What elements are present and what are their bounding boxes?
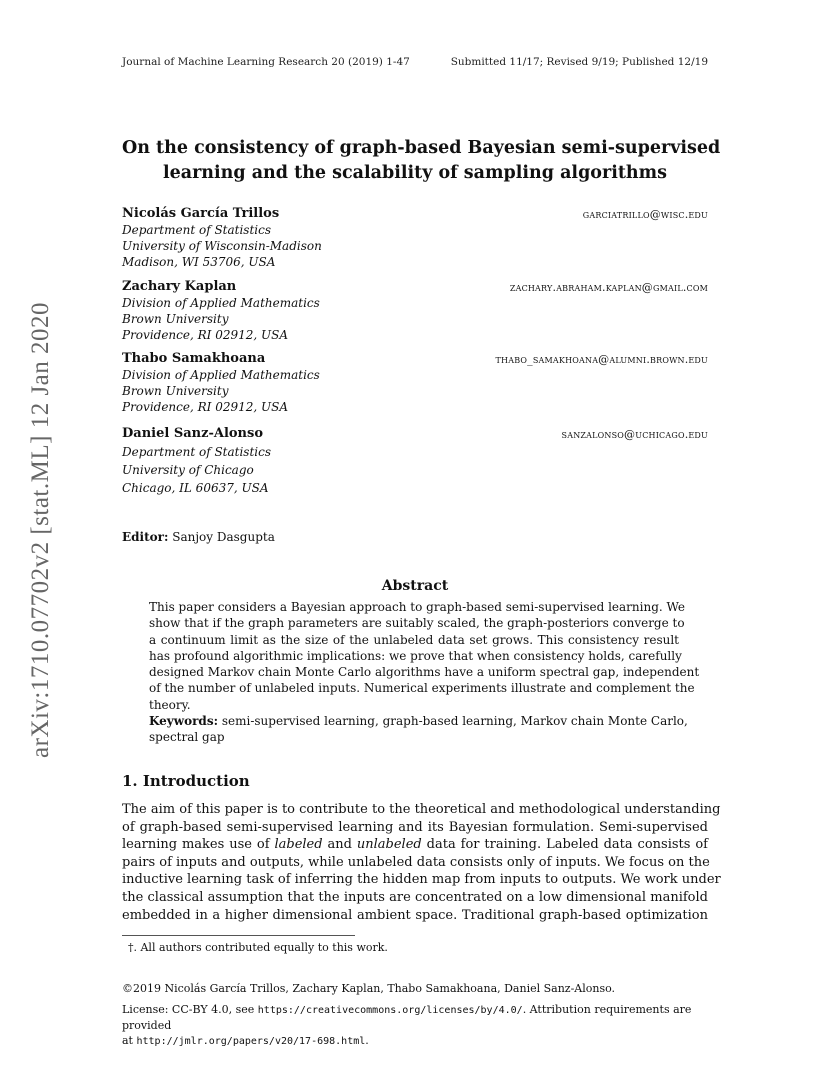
abstract-line: theory. [149, 697, 191, 712]
paper-link[interactable]: http://jmlr.org/papers/v20/17-698.html [136, 1036, 366, 1047]
author-block [122, 351, 708, 415]
author-affiliation-line: Providence, RI 02912, USA [122, 328, 289, 342]
editor-label: Editor: [122, 530, 169, 544]
title-line: learning and the scalability of sampling algorithms [162, 163, 668, 183]
abstract-line: a continuum limit as the size of the unlabeled data set grows. This consistency result [149, 632, 679, 647]
abstract-line: This paper considers a Bayesian approach to graph-based semi-supervised learning. We [149, 600, 685, 614]
journal-header: Journal of Machine Learning Research 20 (2019) 1-47 [122, 56, 410, 68]
submission-dates: Submitted 11/17; Revised 9/19; Published 12/19 [450, 56, 708, 68]
abstract-heading: Abstract [381, 578, 449, 594]
author-affiliation-line: Department of Statistics [122, 223, 271, 237]
emphasis-unlabeled: unlabeled [356, 837, 422, 853]
license-end: . [365, 1034, 369, 1047]
author-block [122, 279, 708, 343]
author-affiliation-line: University of Chicago [122, 463, 254, 477]
license-prefix: License: CC-BY 4.0, see [122, 1003, 258, 1016]
license-link[interactable]: https://creativecommons.org/licenses/by/4.0/ [257, 1005, 523, 1016]
body-line [122, 836, 708, 854]
body-line: embedded in a higher dimensional ambient space. Traditional graph-based optimization [122, 907, 708, 923]
author-affiliation-line: Chicago, IL 60637, USA [122, 481, 269, 495]
author-email[interactable]: thabo_samakhoana@alumni.brown.edu [495, 353, 708, 366]
text-run: data for training. Labeled data consists of [421, 837, 708, 853]
author-affiliation-line: Department of Statistics [122, 445, 271, 459]
title-line: On the consistency of graph-based Bayesian semi-supervised [122, 138, 721, 158]
author-email[interactable]: zachary.abraham.kaplan@gmail.com [509, 281, 708, 294]
editor-name: Sanjoy Dasgupta [172, 530, 275, 544]
keywords-label: Keywords: [149, 714, 219, 729]
author-affiliation-line: Division of Applied Mathematics [122, 368, 320, 382]
author-affiliation-line: University of Wisconsin-Madison [122, 239, 322, 253]
body-line: The aim of this paper is to contribute to the theoretical and methodological understanding [122, 802, 721, 817]
editor-line [122, 530, 275, 544]
section-heading: 1. Introduction [122, 772, 250, 790]
abstract-line: show that if the graph parameters are suitably scaled, the graph-posteriors converge to [149, 616, 685, 631]
text-run: and [322, 837, 357, 853]
author-block [122, 426, 708, 496]
body-line: the classical assumption that the inputs are concentrated on a low dimensional manifold [122, 889, 708, 905]
author-affiliation-line: Brown University [122, 384, 229, 398]
author-affiliation-line: Brown University [122, 312, 229, 326]
body-line: pairs of inputs and outputs, while unlabeled data consists only of inputs. We focus on the [122, 854, 710, 870]
abstract-line: of the number of unlabeled inputs. Numerical experiments illustrate and complement the [149, 681, 695, 696]
author-name: Daniel Sanz-Alonso [122, 426, 264, 441]
author-email[interactable]: sanzalonso@uchicago.edu [561, 428, 708, 441]
emphasis-labeled: labeled [274, 837, 323, 853]
author-affiliation-line: Providence, RI 02912, USA [122, 400, 289, 414]
keywords-line [149, 713, 688, 729]
abstract-body [149, 599, 700, 746]
keywords-line: spectral gap [149, 730, 225, 745]
author-block [122, 206, 708, 270]
author-name: Zachary Kaplan [122, 279, 237, 294]
author-name: Nicolás García Trillos [122, 206, 280, 221]
text-run: learning makes use of [122, 837, 275, 853]
author-affiliation-line: Division of Applied Mathematics [122, 296, 320, 310]
body-line: of graph-based semi-supervised learning and its Bayesian formulation. Semi-supervised [122, 819, 708, 835]
copyright-line: ©2019 Nicolás García Trillos, Zachary Kaplan, Thabo Samakhoana, Daniel Sanz-Alonso. [122, 982, 616, 995]
paper-title [122, 136, 721, 186]
keywords-text: semi-supervised learning, graph-based learning, Markov chain Monte Carlo, [221, 714, 688, 729]
author-affiliation-line: Madison, WI 53706, USA [122, 255, 276, 269]
footnote-rule [122, 935, 355, 936]
abstract-line: designed Markov chain Monte Carlo algorithms have a uniform spectral gap, independent [149, 665, 700, 680]
author-name: Thabo Samakhoana [122, 351, 266, 366]
footnote: †. All authors contributed equally to this work. [128, 941, 388, 954]
author-email[interactable]: garciatrillo@wisc.edu [582, 208, 708, 221]
intro-body [122, 801, 721, 924]
license-middle: . Attribution requirements are provided [122, 1003, 692, 1032]
body-line: inductive learning task of inferring the hidden map from inputs to outputs. We work under [122, 872, 721, 888]
license-at: at [122, 1034, 137, 1047]
license-text [122, 1002, 712, 1049]
abstract-line: has profound algorithmic implications: we prove that when consistency holds, carefully [149, 648, 682, 663]
arxiv-stamp: arXiv:1710.07702v2 [stat.ML] 12 Jan 2020 [27, 301, 54, 759]
